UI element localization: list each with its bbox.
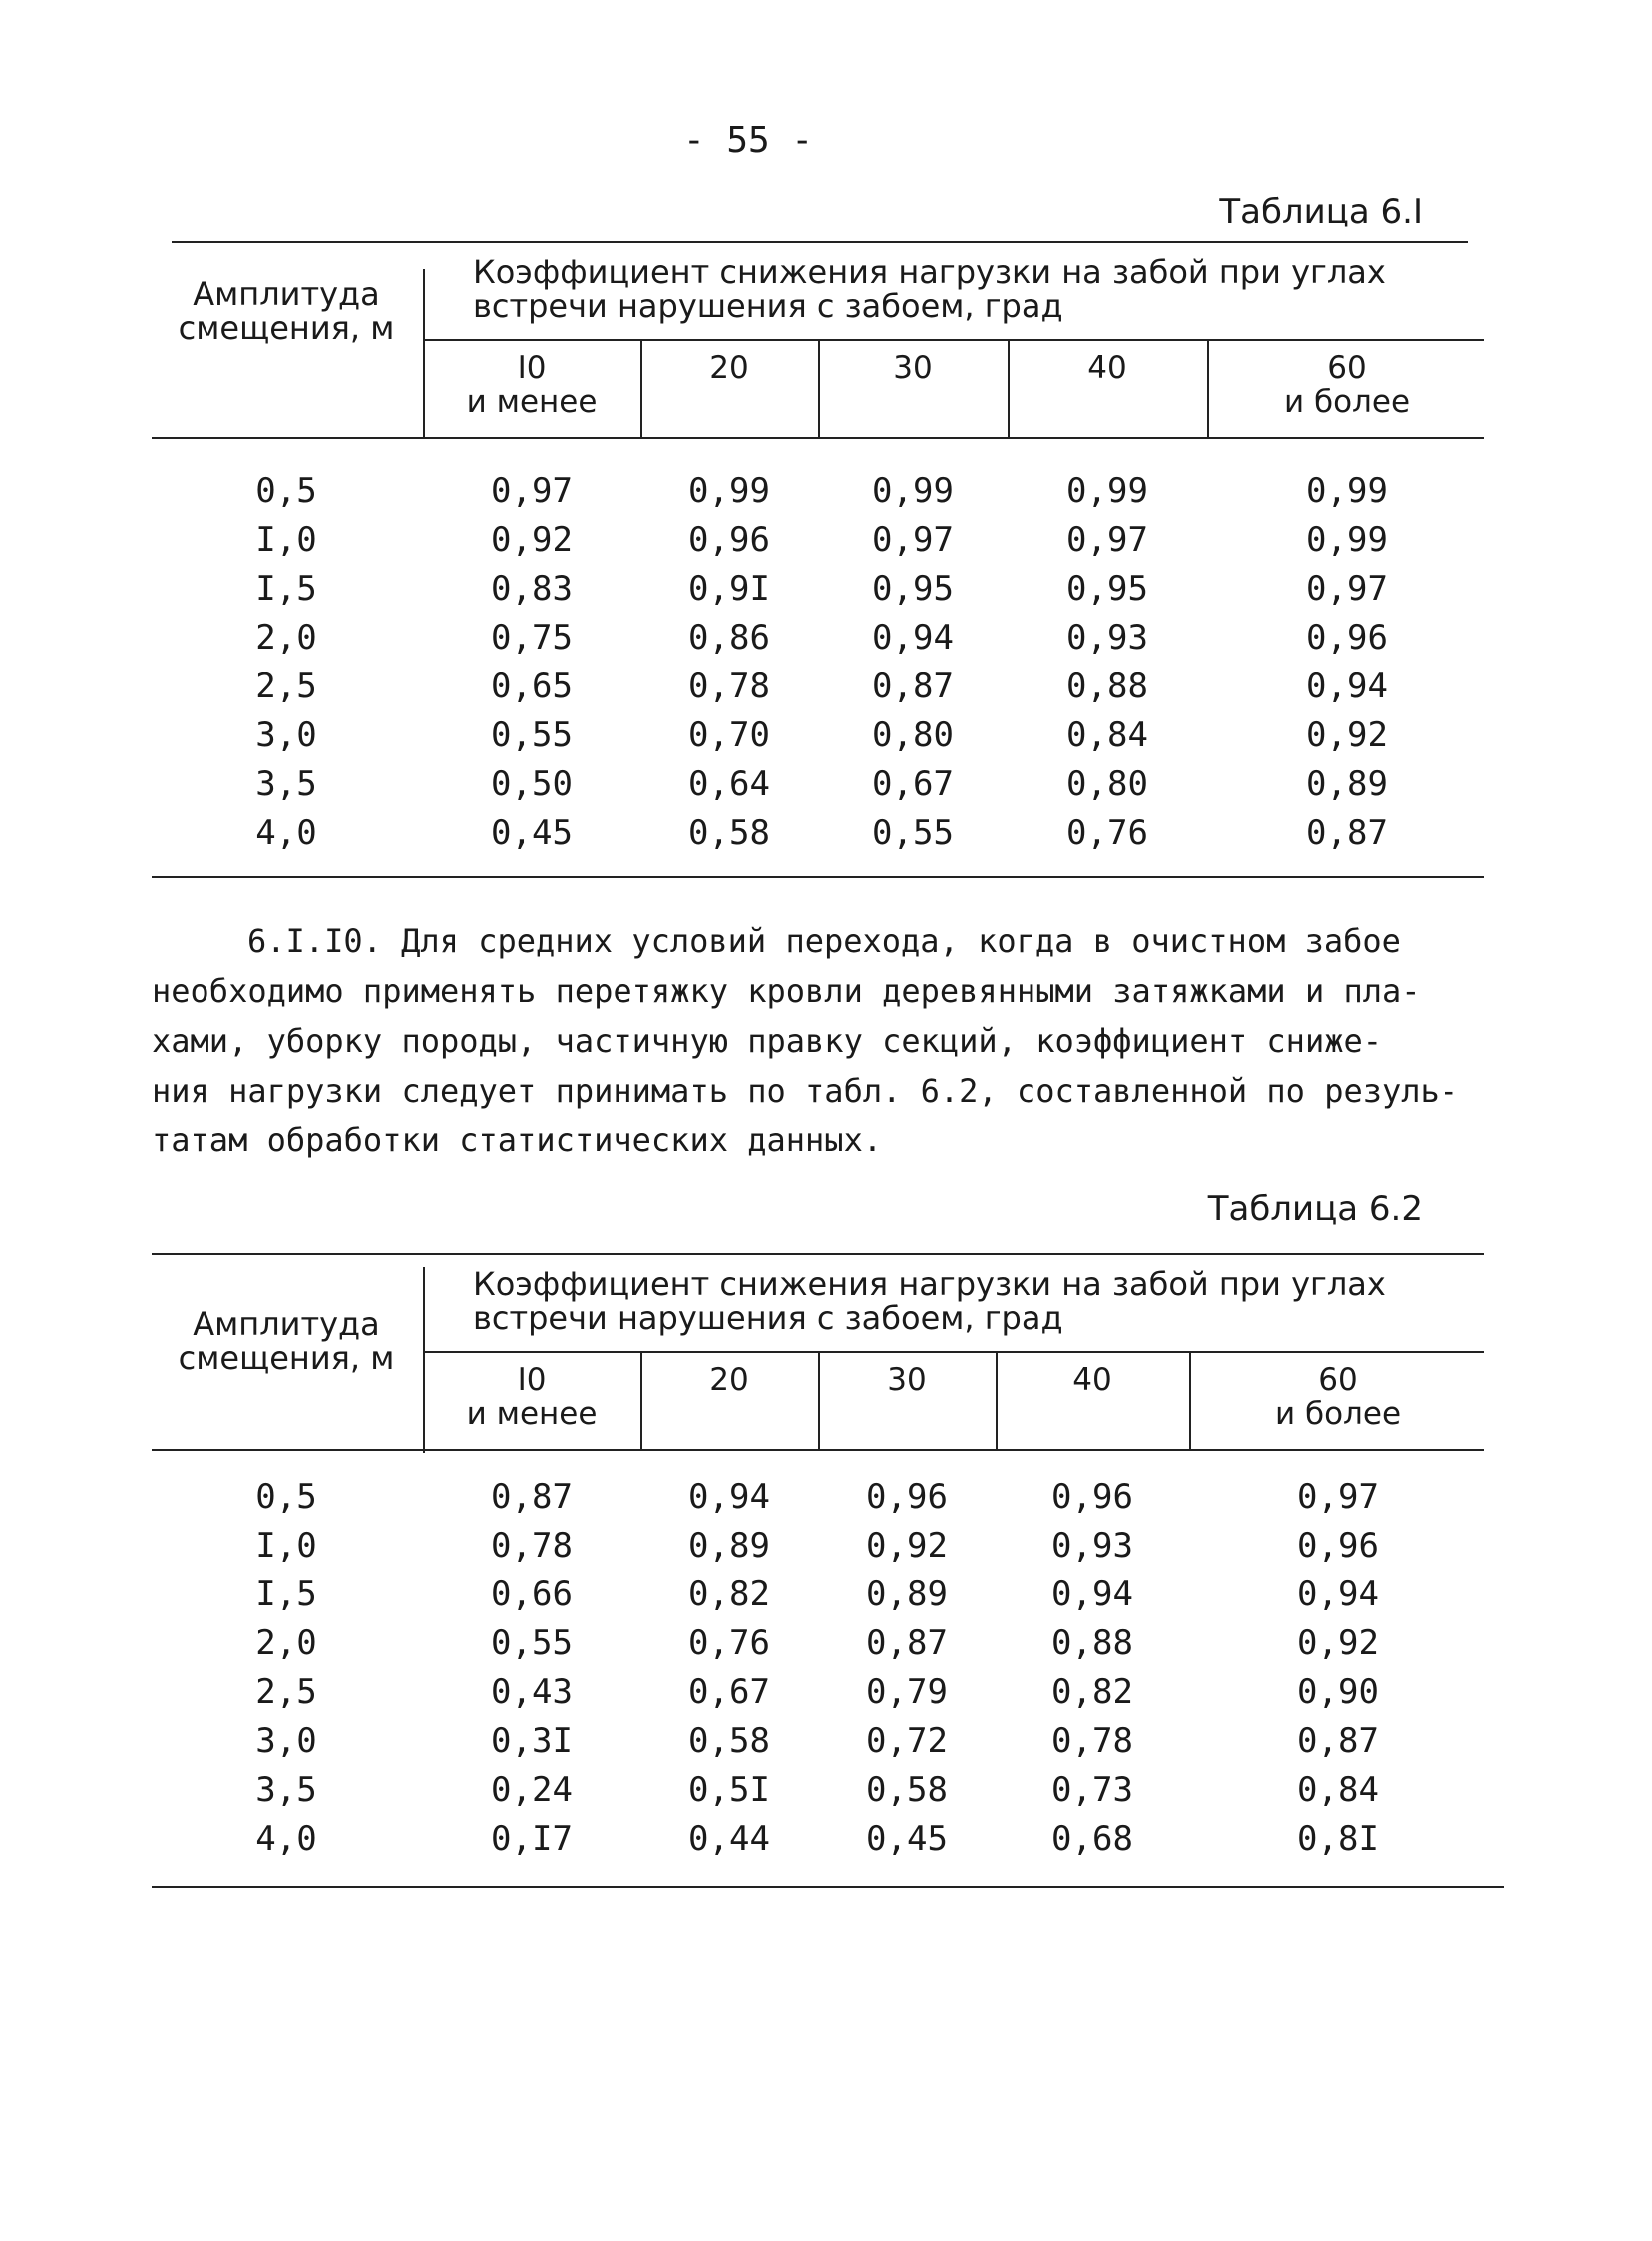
- coefficient-cell: 0,94: [1306, 667, 1388, 706]
- col-header-line: I0: [517, 350, 547, 386]
- paragraph-line: татам обработки статистических данных.: [152, 1121, 883, 1159]
- coefficient-cell: 0,76: [1066, 813, 1148, 853]
- coefficient-cell: 0,3I: [491, 1721, 573, 1761]
- coefficient-cell: 0,8I: [1297, 1819, 1379, 1859]
- table-row: [152, 1717, 1484, 1766]
- table-row: [152, 1815, 1484, 1864]
- amplitude-cell: 4,0: [255, 813, 317, 853]
- coefficient-cell: 0,67: [688, 1672, 770, 1712]
- amplitude-cell: 3,0: [255, 715, 317, 755]
- col-header-line: 60: [1327, 350, 1367, 386]
- amplitude-cell: I,5: [255, 569, 317, 609]
- amplitude-cell: 3,5: [255, 764, 317, 804]
- coefficient-cell: 0,95: [1066, 569, 1148, 609]
- coefficient-cell: 0,82: [688, 1574, 770, 1614]
- coefficient-cell: 0,45: [866, 1819, 948, 1859]
- coefficient-cell: 0,83: [491, 569, 573, 609]
- col-header-line: 20: [709, 1362, 749, 1398]
- coefficient-cell: 0,99: [1306, 471, 1388, 511]
- paragraph-line: 6.I.I0. Для средних условий перехода, когда в очистном забое: [247, 922, 1401, 960]
- col-header-40: [998, 1363, 1187, 1397]
- coefficient-cell: 0,87: [1306, 813, 1388, 853]
- paragraph-line: хами, уборку породы, частичную правку секций, коэффициент сниже-: [152, 1022, 1382, 1060]
- coefficient-cell: 0,88: [1051, 1623, 1133, 1663]
- col-header-20: [642, 1363, 816, 1397]
- coefficient-cell: 0,99: [1306, 520, 1388, 560]
- amplitude-cell: 4,0: [255, 1819, 317, 1859]
- coefficient-cell: 0,89: [1306, 764, 1388, 804]
- coefficient-cell: 0,67: [872, 764, 954, 804]
- coefficient-cell: 0,78: [1051, 1721, 1133, 1761]
- table-bottom-rule: [152, 876, 1484, 878]
- coefficient-cell: 0,43: [491, 1672, 573, 1712]
- coefficient-cell: 0,97: [1066, 520, 1148, 560]
- table-top-rule: [172, 241, 1468, 243]
- coefficient-cell: 0,86: [688, 618, 770, 658]
- coefficient-cell: 0,58: [688, 813, 770, 853]
- coefficient-cell: 0,92: [1306, 715, 1388, 755]
- amplitude-cell: 2,0: [255, 618, 317, 658]
- coefficient-cell: 0,93: [1066, 618, 1148, 658]
- table-6-1: [152, 239, 1484, 888]
- col-header-line: и менее: [466, 1396, 598, 1432]
- coefficient-cell: 0,72: [866, 1721, 948, 1761]
- coefficient-cell: 0,58: [688, 1721, 770, 1761]
- coefficient-cell: 0,97: [872, 520, 954, 560]
- stub-header: [152, 277, 421, 345]
- table-caption-1: Таблица 6.I: [1219, 192, 1423, 231]
- coefficient-cell: 0,78: [688, 667, 770, 706]
- table-row: [152, 1668, 1484, 1717]
- paragraph-line: необходимо применять перетяжку кровли деревянными затяжками и пла-: [152, 972, 1421, 1010]
- coefficient-cell: 0,99: [688, 471, 770, 511]
- amplitude-cell: 0,5: [255, 1477, 317, 1517]
- coefficient-cell: 0,68: [1051, 1819, 1133, 1859]
- stub-header-line1: Амплитуда: [193, 1305, 380, 1343]
- table-row: [152, 1473, 1484, 1522]
- coefficient-cell: 0,80: [872, 715, 954, 755]
- table-top-rule: [152, 1253, 1484, 1255]
- coefficient-cell: 0,84: [1297, 1770, 1379, 1810]
- group-header-line2: встречи нарушения с забоем, град: [473, 1299, 1063, 1337]
- header-bottom-rule: [152, 1449, 1484, 1451]
- table-row: [152, 1766, 1484, 1815]
- coefficient-cell: 0,9I: [688, 569, 770, 609]
- coefficient-cell: 0,73: [1051, 1770, 1133, 1810]
- coefficient-cell: 0,55: [872, 813, 954, 853]
- col-header-line: I0: [517, 1362, 547, 1398]
- coefficient-cell: 0,65: [491, 667, 573, 706]
- amplitude-cell: 2,5: [255, 1672, 317, 1712]
- coefficient-cell: 0,90: [1297, 1672, 1379, 1712]
- coefficient-cell: 0,50: [491, 764, 573, 804]
- coefficient-cell: 0,94: [1051, 1574, 1133, 1614]
- coefficient-cell: 0,96: [866, 1477, 948, 1517]
- amplitude-cell: 3,5: [255, 1770, 317, 1810]
- body-paragraph: [152, 916, 1488, 1165]
- coefficient-cell: 0,5I: [688, 1770, 770, 1810]
- col-header-line: и более: [1283, 384, 1411, 420]
- stub-header-line2: смещения, м: [178, 309, 395, 347]
- coefficient-cell: 0,97: [1306, 569, 1388, 609]
- coefficient-cell: 0,96: [688, 520, 770, 560]
- col-header-40: [1010, 351, 1205, 385]
- table-row: [152, 711, 1484, 760]
- amplitude-cell: 3,0: [255, 1721, 317, 1761]
- coefficient-cell: 0,87: [866, 1623, 948, 1663]
- amplitude-cell: I,0: [255, 1526, 317, 1566]
- coefficient-cell: 0,89: [688, 1526, 770, 1566]
- col-header-line: 60: [1318, 1362, 1358, 1398]
- coefficient-cell: 0,64: [688, 764, 770, 804]
- stub-header-line1: Амплитуда: [193, 275, 380, 313]
- coefficient-cell: 0,92: [1297, 1623, 1379, 1663]
- coefficient-cell: 0,24: [491, 1770, 573, 1810]
- subheader-rule: [423, 1351, 1484, 1353]
- table-row: [152, 809, 1484, 858]
- col-header-line: и более: [1274, 1396, 1402, 1432]
- col-header-line: 20: [709, 350, 749, 386]
- amplitude-cell: 0,5: [255, 471, 317, 511]
- group-header-line2: встречи нарушения с забоем, град: [473, 287, 1063, 325]
- coefficient-cell: 0,79: [866, 1672, 948, 1712]
- col-header-line: 40: [1072, 1362, 1112, 1398]
- col-header-10: [425, 351, 638, 419]
- coefficient-cell: 0,97: [491, 471, 573, 511]
- col-header-20: [642, 351, 816, 385]
- table-row: [152, 760, 1484, 809]
- table-row: [152, 1619, 1484, 1668]
- table-row: [152, 516, 1484, 565]
- col-header-60: [1209, 351, 1484, 419]
- coefficient-cell: 0,89: [866, 1574, 948, 1614]
- group-header: [473, 255, 1470, 323]
- coefficient-cell: 0,96: [1051, 1477, 1133, 1517]
- coefficient-cell: 0,87: [491, 1477, 573, 1517]
- table-bottom-rule: [152, 1886, 1504, 1888]
- col-header-line: и менее: [466, 384, 598, 420]
- coefficient-cell: 0,88: [1066, 667, 1148, 706]
- coefficient-cell: 0,55: [491, 1623, 573, 1663]
- table-row: [152, 1522, 1484, 1570]
- coefficient-cell: 0,82: [1051, 1672, 1133, 1712]
- amplitude-cell: I,5: [255, 1574, 317, 1614]
- amplitude-cell: I,0: [255, 520, 317, 560]
- coefficient-cell: 0,97: [1297, 1477, 1379, 1517]
- stub-header: [152, 1307, 421, 1375]
- table-6-2: [152, 1251, 1484, 1910]
- subheader-rule: [423, 339, 1484, 341]
- col-header-30: [820, 1363, 994, 1397]
- col-header-30: [820, 351, 1006, 385]
- coefficient-cell: 0,55: [491, 715, 573, 755]
- table-row: [152, 1570, 1484, 1619]
- table-row: [152, 614, 1484, 663]
- coefficient-cell: 0,45: [491, 813, 573, 853]
- col-header-line: 30: [893, 350, 933, 386]
- group-header-line1: Коэффициент снижения нагрузки на забой при углах: [473, 253, 1386, 291]
- coefficient-cell: 0,99: [872, 471, 954, 511]
- col-header-60: [1191, 1363, 1484, 1431]
- coefficient-cell: 0,66: [491, 1574, 573, 1614]
- paragraph-line: ния нагрузки следует принимать по табл. 6.2, составленной по резуль-: [152, 1072, 1459, 1110]
- coefficient-cell: 0,58: [866, 1770, 948, 1810]
- table-row: [152, 565, 1484, 614]
- amplitude-cell: 2,0: [255, 1623, 317, 1663]
- coefficient-cell: 0,93: [1051, 1526, 1133, 1566]
- stub-header-line2: смещения, м: [178, 1339, 395, 1377]
- coefficient-cell: 0,87: [872, 667, 954, 706]
- col-header-line: 30: [887, 1362, 927, 1398]
- table-row: [152, 663, 1484, 711]
- group-header-line1: Коэффициент снижения нагрузки на забой при углах: [473, 1265, 1386, 1303]
- coefficient-cell: 0,78: [491, 1526, 573, 1566]
- header-bottom-rule: [152, 437, 1484, 439]
- coefficient-cell: 0,87: [1297, 1721, 1379, 1761]
- coefficient-cell: 0,84: [1066, 715, 1148, 755]
- amplitude-cell: 2,5: [255, 667, 317, 706]
- coefficient-cell: 0,76: [688, 1623, 770, 1663]
- coefficient-cell: 0,92: [491, 520, 573, 560]
- coefficient-cell: 0,96: [1306, 618, 1388, 658]
- coefficient-cell: 0,80: [1066, 764, 1148, 804]
- coefficient-cell: 0,96: [1297, 1526, 1379, 1566]
- coefficient-cell: 0,92: [866, 1526, 948, 1566]
- group-header: [473, 1267, 1470, 1335]
- coefficient-cell: 0,70: [688, 715, 770, 755]
- coefficient-cell: 0,94: [872, 618, 954, 658]
- col-header-line: 40: [1087, 350, 1127, 386]
- coefficient-cell: 0,94: [688, 1477, 770, 1517]
- table-caption-2: Таблица 6.2: [1207, 1189, 1423, 1229]
- page-number: - 55 -: [682, 120, 814, 161]
- coefficient-cell: 0,95: [872, 569, 954, 609]
- col-header-10: [425, 1363, 638, 1431]
- coefficient-cell: 0,99: [1066, 471, 1148, 511]
- coefficient-cell: 0,I7: [491, 1819, 573, 1859]
- table-row: [152, 467, 1484, 516]
- coefficient-cell: 0,94: [1297, 1574, 1379, 1614]
- coefficient-cell: 0,75: [491, 618, 573, 658]
- coefficient-cell: 0,44: [688, 1819, 770, 1859]
